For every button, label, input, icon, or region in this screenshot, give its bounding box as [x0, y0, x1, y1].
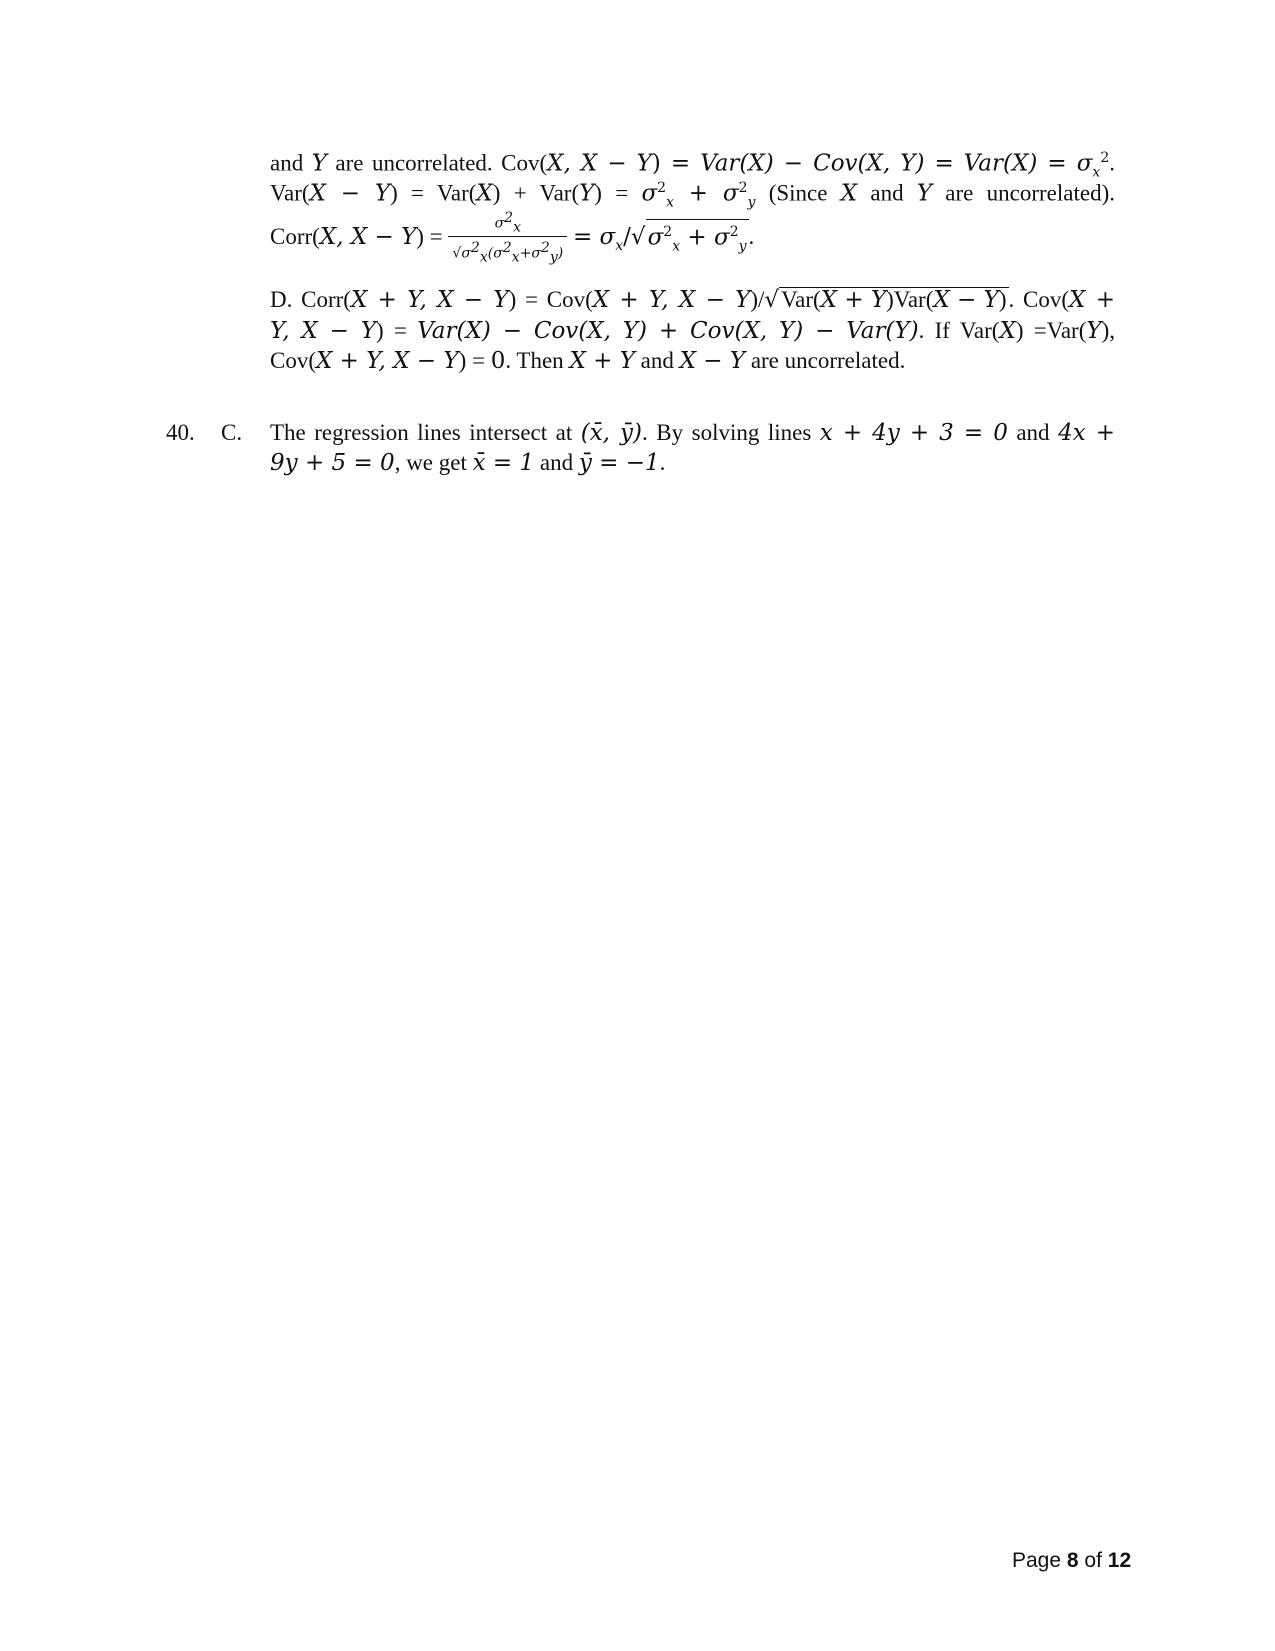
text-line-5	[270, 316, 1115, 346]
fraction-denominator: √σ2x(σ2x+σ2y)	[448, 236, 567, 268]
text: are uncorrelated).	[932, 180, 1115, 206]
page-prefix: Page	[1012, 1549, 1067, 1572]
math-superscript: 2	[1100, 150, 1110, 166]
text: (Since	[755, 180, 841, 206]
text: ) + Var(	[492, 180, 580, 206]
page-total: 12	[1107, 1549, 1132, 1572]
math-expr: x + 4y + 3 = 0	[819, 420, 1008, 446]
math-expr: X, X − Y	[319, 224, 417, 251]
math-expr: Y, X − Y	[270, 318, 377, 344]
answer-40-line-2	[270, 448, 1115, 478]
text: and	[270, 150, 312, 176]
text-line-4	[270, 285, 1115, 315]
text: . By solving lines	[642, 420, 820, 445]
text: and	[634, 348, 680, 373]
text: .	[748, 224, 755, 250]
math-expr: (x̄, ȳ)	[580, 420, 643, 446]
answer-40-line-1	[270, 418, 1115, 448]
page-current: 8	[1066, 1549, 1079, 1572]
math-expr: X − Y	[309, 180, 391, 207]
sqrt-symbol: √	[764, 287, 780, 313]
fraction-numerator: σ2x	[494, 210, 521, 236]
sqrt-body: Var(X + Y)Var(X − Y)	[781, 287, 1007, 313]
math-expr: X, X − Y	[547, 150, 652, 177]
text-line-3	[270, 209, 1115, 269]
text: . Cov(	[1008, 287, 1070, 312]
math-var: Y	[916, 180, 933, 207]
math-expr: X +	[1069, 287, 1115, 313]
math-subscript: x	[615, 237, 624, 254]
math-sigma: σ	[599, 224, 616, 251]
text: Corr(	[270, 224, 320, 250]
math-expr: ȳ = −1	[578, 450, 660, 476]
math-expr: X + Y, X − Y	[350, 287, 509, 313]
text: and	[1007, 420, 1059, 445]
math-number: 0	[490, 348, 506, 374]
text: are uncorrelated.	[745, 348, 906, 373]
text: . If Var(	[918, 318, 1000, 343]
text: .	[659, 450, 666, 475]
math-superscript: 2	[657, 180, 667, 196]
text: )/	[750, 287, 765, 312]
text: and	[857, 180, 917, 206]
fraction	[448, 209, 567, 269]
page-number	[1012, 1549, 1131, 1573]
text: ) =	[376, 318, 418, 343]
math-expr: X + Y, X − Y	[316, 348, 459, 374]
text: ) =	[651, 150, 701, 177]
text: . Then	[505, 348, 570, 373]
math-expr: Var(X) − Cov(X, Y) + Cov(X, Y) − Var(Y)	[417, 318, 919, 344]
math-subscript: y	[747, 194, 756, 211]
math-sigma: σ	[641, 180, 658, 207]
text: The regression lines intersect at	[270, 420, 581, 445]
sqrt-symbol: √	[630, 224, 646, 251]
math-sigma: + σ	[673, 180, 739, 207]
answer-label: C.	[221, 420, 243, 445]
math-var: X	[476, 180, 493, 207]
text: Cov(	[270, 348, 316, 373]
math-expr: X − Y	[679, 348, 746, 374]
math-var: X	[840, 180, 858, 207]
text: are uncorrelated. Cov(	[326, 150, 548, 176]
text: ) =Var(	[1015, 318, 1087, 343]
math-subscript: x	[666, 194, 674, 211]
text: ) =	[458, 348, 491, 373]
text: =	[572, 224, 600, 251]
text: ) =	[416, 224, 449, 250]
text: /	[623, 224, 631, 251]
text: D. Corr(	[270, 287, 351, 312]
text: ),	[1101, 318, 1115, 343]
text: ) = Cov(	[508, 287, 593, 312]
math-expr: Var(X) − Cov(X, Y) = Var(X) = σ	[700, 150, 1093, 177]
text-line-6	[270, 346, 1115, 376]
text: , we get	[394, 450, 473, 475]
math-var: Y	[311, 150, 327, 177]
text: Var(	[270, 180, 310, 206]
text: and	[534, 450, 579, 475]
text: .	[1109, 150, 1115, 176]
math-expr: X + Y, X − Y	[592, 287, 751, 313]
math-subscript: x	[1092, 164, 1101, 181]
question-number: 40.	[166, 420, 195, 445]
math-expr: 9y + 5 = 0	[270, 450, 395, 476]
math-expr: X + Y	[569, 348, 635, 374]
math-expr: 4x +	[1058, 420, 1115, 446]
math-var: X	[999, 318, 1016, 344]
page-middle: of	[1078, 1549, 1108, 1572]
text: ) = Var(	[390, 180, 477, 206]
math-var: Y	[1086, 318, 1102, 344]
math-var: Y	[579, 180, 595, 207]
math-superscript: 2	[738, 180, 748, 196]
sqrt-body: $\sigma^2_x + \sigma^2_y$	[646, 219, 749, 258]
text: ) =	[594, 180, 642, 206]
math-expr: x̄ = 1	[472, 450, 535, 476]
